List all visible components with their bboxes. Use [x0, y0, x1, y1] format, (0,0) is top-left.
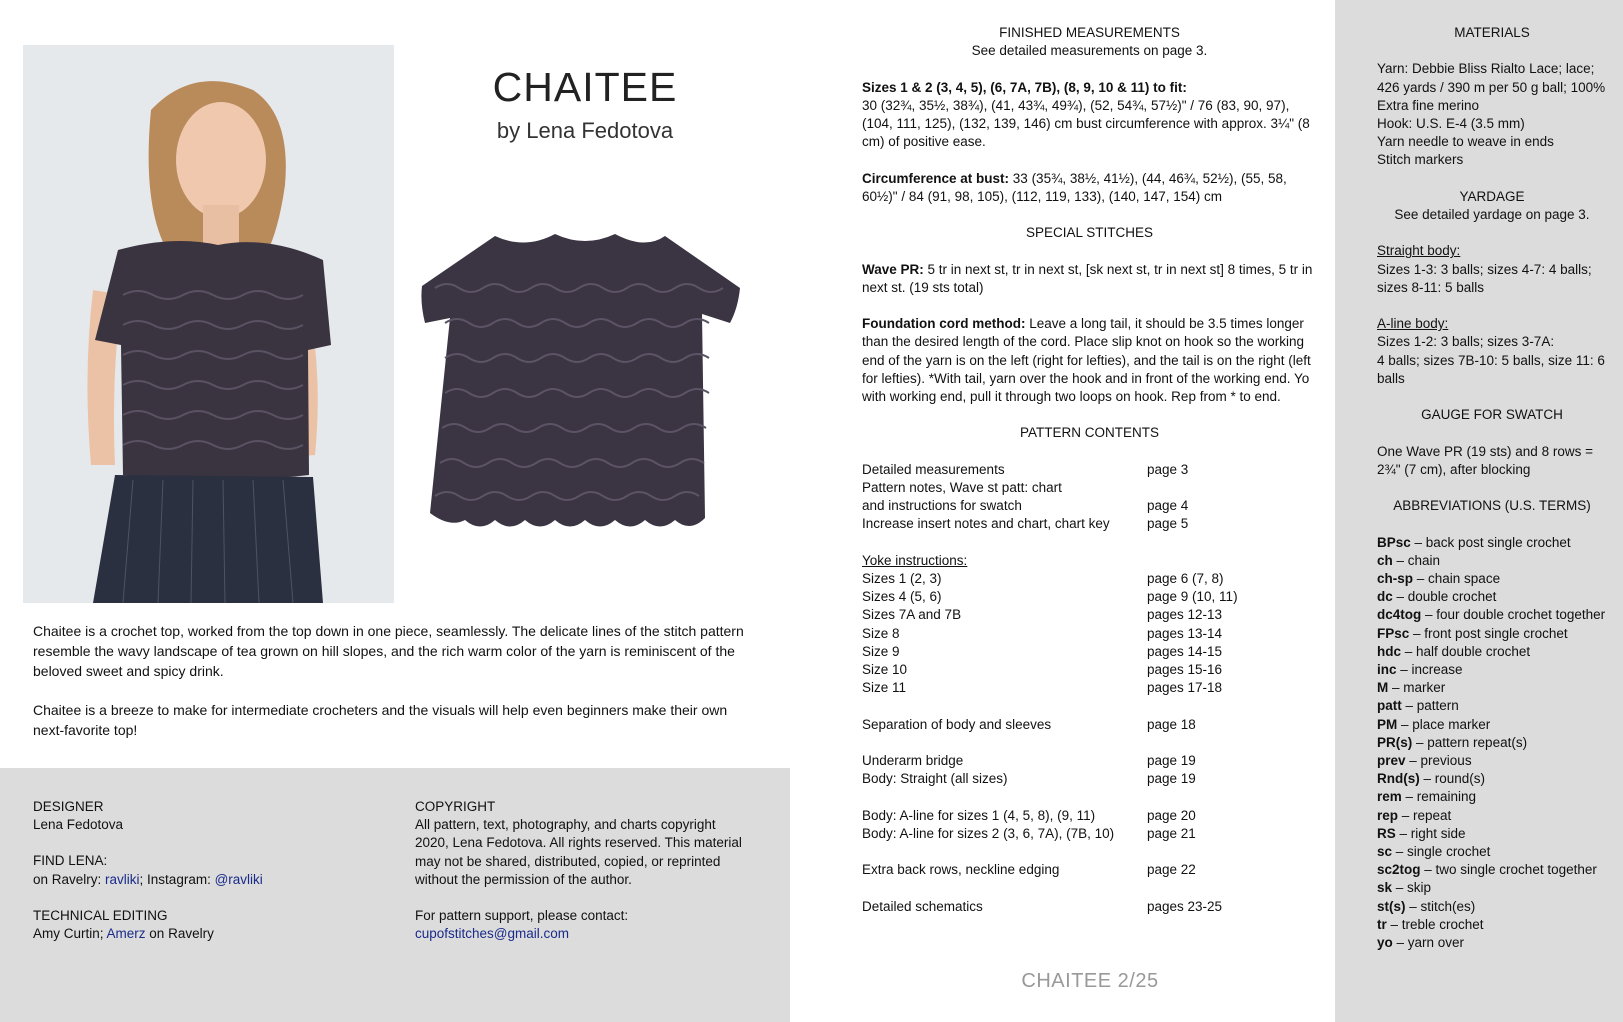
abbreviation-term: RS	[1377, 825, 1396, 841]
foundation-text: Leave a long tail, it should be 3.5 times longer than the desired length of the cord. Place slip knot on hook so the working end of the yarn is on the left (right for lefties), and the tail is on the right (left for lefties). *With tail, yarn over the hook and in front of the working end. Yo with working end, pull it through two loops on hook. Rep from * to end.	[862, 316, 1311, 404]
tech-suffix: on Ravelry	[145, 926, 214, 942]
abbreviation-definition: – repeat	[1398, 807, 1452, 823]
toc-page: page 5	[1147, 516, 1189, 532]
toc-row	[862, 625, 1317, 643]
abbreviation-item	[1377, 934, 1607, 952]
find-heading: FIND LENA:	[33, 853, 108, 869]
toc-page: pages 17-18	[1147, 680, 1223, 696]
circ-label: Circumference at bust:	[862, 170, 1010, 186]
abbreviation-item	[1377, 625, 1607, 643]
toc-label: Extra back rows, neckline edging	[862, 862, 1060, 878]
abbreviation-definition: – marker	[1388, 680, 1446, 696]
toc-row	[862, 752, 1317, 770]
toc-label: Body: A-line for sizes 2 (3, 6, 7A), (7B, 10)	[862, 825, 1115, 841]
abbreviation-item	[1377, 734, 1607, 752]
find-prefix: on Ravelry:	[33, 871, 106, 887]
tech-prefix: Amy Curtin;	[33, 926, 107, 942]
abbreviation-term: M	[1377, 680, 1389, 696]
toc-label: and instructions for swatch	[862, 498, 1022, 514]
abbreviation-item	[1377, 661, 1607, 679]
toc-label: Increase insert notes and chart, chart key	[862, 516, 1110, 532]
toc-page: pages 13-14	[1147, 625, 1223, 641]
abbreviation-item	[1377, 916, 1607, 934]
abbreviation-term: dc4tog	[1377, 607, 1422, 623]
abbreviation-definition: – chain	[1392, 552, 1441, 568]
abbreviation-term: inc	[1377, 661, 1397, 677]
intro-text	[33, 621, 753, 759]
abbreviation-term: Rnd(s)	[1377, 771, 1420, 787]
abbreviation-definition: – place marker	[1397, 716, 1491, 732]
copyright-text: All pattern, text, photography, and charts copyright 2020, Lena Fedotova. All rights reserved. This material may not be shared, distributed, copied, or reprinted without the permission of the author.	[415, 817, 742, 887]
abbreviation-term: PR(s)	[1377, 734, 1413, 750]
designer-name: Lena Fedotova	[33, 817, 124, 833]
straight-text: Sizes 1-3: 3 balls; sizes 4-7: 4 balls; sizes 8-11: 5 balls	[1377, 261, 1592, 295]
abbreviations-list	[1377, 534, 1607, 953]
yardage-heading: YARDAGE	[1459, 188, 1525, 204]
abbreviation-definition: – yarn over	[1392, 935, 1465, 951]
middle-column	[862, 24, 1317, 916]
abbreviation-item	[1377, 697, 1607, 715]
foundation-label: Foundation cord method:	[862, 316, 1026, 332]
abbreviation-term: yo	[1377, 935, 1393, 951]
circ-text: 33 (35¾, 38½, 41½), (44, 46¾, 52½), (55, 58, 60½)" / 84 (91, 98, 105), (112, 119, 133), (140, 147, 154) cm	[862, 170, 1287, 204]
toc-page: page 20	[1147, 807, 1196, 823]
intro-paragraph-1: Chaitee is a crochet top, worked from the top down in one piece, seamlessly. The delicate lines of the stitch pattern resemble the wavy landscape of tea grown on hill slopes, and the rich warm color of the yarn is reminiscent of the beloved sweet and spicy drink.	[33, 623, 744, 679]
abbreviation-term: sk	[1377, 880, 1393, 896]
abbreviation-term: BPsc	[1377, 534, 1411, 550]
toc-row	[862, 807, 1317, 825]
right-column	[1377, 24, 1607, 952]
toc-group-1	[862, 461, 1317, 534]
abbreviation-definition: – round(s)	[1419, 771, 1486, 787]
toc-row	[862, 570, 1317, 588]
garment-photo	[420, 228, 750, 543]
credits-right	[415, 798, 750, 961]
abbreviation-definition: – back post single crochet	[1410, 534, 1571, 550]
toc-group-2	[862, 570, 1317, 697]
designer-byline: by Lena Fedotova	[496, 118, 674, 143]
toc-label: Pattern notes, Wave st patt: chart	[862, 479, 1062, 495]
abbreviation-definition: – chain space	[1413, 570, 1501, 586]
toc-label: Body: Straight (all sizes)	[862, 771, 1008, 787]
materials-heading: MATERIALS	[1454, 25, 1530, 40]
abbreviation-item	[1377, 879, 1607, 897]
toc-row	[862, 770, 1317, 788]
editor-ravelry-link[interactable]: Amerz	[106, 926, 146, 942]
toc-page: pages 12-13	[1147, 607, 1223, 623]
toc-page: pages 23-25	[1147, 898, 1223, 914]
abbreviation-item	[1377, 588, 1607, 606]
credits-left	[33, 798, 373, 961]
toc-label: Separation of body and sleeves	[862, 716, 1052, 732]
finished-heading: FINISHED MEASUREMENTS	[999, 25, 1180, 40]
abbreviation-definition: – remaining	[1401, 789, 1477, 805]
toc-row	[862, 461, 1317, 479]
toc-label: Detailed measurements	[862, 461, 1005, 477]
yardage-sub: See detailed yardage on page 3.	[1394, 207, 1590, 222]
abbreviation-item	[1377, 752, 1607, 770]
abbreviation-term: rem	[1377, 789, 1402, 805]
abbreviation-definition: – skip	[1392, 880, 1432, 896]
abbreviation-item	[1377, 770, 1607, 788]
sizes-text: 30 (32¾, 35½, 38¾), (41, 43¾, 49¾), (52, 54¾, 57½)" / 76 (83, 90, 97), (104, 111, 125), (132, 139, 146) cm bust circumference with approx. 3¼" (8 cm) of positive ease.	[862, 97, 1310, 150]
abbreviation-definition: – front post single crochet	[1409, 625, 1568, 641]
toc-row	[862, 679, 1317, 697]
abbreviation-item	[1377, 643, 1607, 661]
copyright-heading: COPYRIGHT	[415, 799, 496, 814]
materials-yarn: Yarn: Debbie Bliss Rialto Lace; lace; 426 yards / 390 m per 50 g ball; 100% Extra fine merino	[1377, 61, 1606, 113]
gauge-text: One Wave PR (19 sts) and 8 rows = 2¾" (7 cm), after blocking	[1377, 443, 1593, 477]
toc-page: pages 14-15	[1147, 643, 1223, 659]
instagram-link[interactable]: @ravliki	[214, 871, 263, 887]
abbreviation-item	[1377, 570, 1607, 588]
abbreviation-definition: – double crochet	[1392, 589, 1497, 605]
toc-label: Size 8	[862, 625, 900, 641]
aline-heading: A-line body:	[1377, 316, 1449, 332]
abbreviation-term: PM	[1377, 716, 1398, 732]
toc-label: Size 10	[862, 661, 908, 677]
model-photo	[23, 45, 394, 603]
abbreviation-item	[1377, 679, 1607, 697]
aline-text-1: Sizes 1-2: 3 balls; sizes 3-7A:	[1377, 334, 1555, 350]
abbreviation-definition: – half double crochet	[1401, 643, 1531, 659]
abbreviation-item	[1377, 843, 1607, 861]
straight-heading: Straight body:	[1377, 243, 1461, 259]
tech-heading: TECHNICAL EDITING	[33, 907, 168, 923]
designer-heading: DESIGNER	[33, 799, 104, 814]
abbreviation-definition: – increase	[1396, 661, 1463, 677]
special-heading: SPECIAL STITCHES	[1025, 225, 1154, 241]
abbreviation-term: st(s)	[1377, 898, 1406, 914]
abbreviation-term: sc2tog	[1377, 862, 1421, 878]
abbreviation-term: dc	[1377, 589, 1393, 605]
abbreviation-item	[1377, 788, 1607, 806]
finished-sub: See detailed measurements on page 3.	[971, 43, 1208, 59]
abbreviation-definition: – treble crochet	[1386, 916, 1484, 932]
sizes-label: Sizes 1 & 2 (3, 4, 5), (6, 7A, 7B), (8, 9, 10 & 11) to fit:	[862, 79, 1187, 95]
toc-label: Sizes 1 (2, 3)	[862, 570, 942, 586]
abbreviation-term: sc	[1377, 844, 1393, 860]
abbreviation-term: FPsc	[1377, 625, 1410, 641]
abbreviation-item	[1377, 552, 1607, 570]
abbreviation-item	[1377, 716, 1607, 734]
toc-row	[862, 643, 1317, 661]
materials-hook: Hook: U.S. E-4 (3.5 mm)	[1377, 116, 1525, 131]
toc-label: Sizes 7A and 7B	[862, 607, 962, 623]
toc-row	[862, 825, 1317, 843]
toc-row	[862, 716, 1317, 734]
gauge-heading: GAUGE FOR SWATCH	[1421, 407, 1563, 423]
toc-page: page 18	[1147, 716, 1196, 732]
abbreviation-item	[1377, 861, 1607, 879]
toc-page: page 9 (10, 11)	[1147, 589, 1238, 605]
page-number: CHAITEE 2/25	[1021, 970, 1159, 992]
toc-page: page 4	[1147, 498, 1189, 514]
abbreviation-term: ch-sp	[1377, 570, 1414, 586]
abbreviation-term: patt	[1377, 698, 1402, 714]
abbreviation-term: tr	[1377, 916, 1387, 932]
abbreviation-definition: – pattern	[1401, 698, 1459, 714]
toc-row	[862, 515, 1317, 533]
toc-page: page 22	[1147, 862, 1196, 878]
toc-label: Body: A-line for sizes 1 (4, 5, 8), (9, 11)	[862, 807, 1096, 823]
toc-label: Underarm bridge	[862, 752, 964, 768]
abbreviation-definition: – two single crochet together	[1420, 862, 1597, 878]
toc-row	[862, 497, 1317, 515]
toc-page: pages 15-16	[1147, 661, 1223, 677]
aline-text-2: 4 balls; sizes 7B-10: 5 balls, size 11: 6 balls	[1377, 352, 1605, 386]
wave-text: 5 tr in next st, tr in next st, [sk next st, tr in next st] 8 times, 5 tr in next st. (19 sts total)	[862, 261, 1313, 295]
abbreviation-item	[1377, 606, 1607, 624]
abbreviation-definition: – previous	[1405, 753, 1472, 768]
abbreviation-definition: – four double crochet together	[1421, 607, 1606, 623]
toc-page: page 3	[1147, 461, 1189, 477]
support-text: For pattern support, please contact:	[415, 908, 629, 924]
toc-label: Detailed schematics	[862, 898, 983, 914]
abbreviation-term: ch	[1377, 552, 1393, 568]
toc-row	[862, 588, 1317, 606]
abbreviation-term: rep	[1377, 807, 1399, 823]
abbreviation-item	[1377, 534, 1607, 552]
wave-label: Wave PR:	[862, 261, 924, 277]
abbreviation-definition: – pattern repeat(s)	[1412, 734, 1528, 750]
toc-row	[862, 861, 1317, 879]
toc-page: page 19	[1147, 771, 1196, 787]
find-mid: ; Instagram:	[139, 871, 215, 887]
materials-markers: Stitch markers	[1377, 152, 1464, 168]
toc-page: page 6 (7, 8)	[1147, 570, 1224, 586]
yoke-heading: Yoke instructions:	[862, 552, 968, 568]
toc-label: Size 11	[862, 680, 907, 696]
abbreviation-definition: – single crochet	[1392, 844, 1491, 860]
abbreviation-term: hdc	[1377, 643, 1402, 659]
abbreviation-item	[1377, 807, 1607, 825]
abbreviation-definition: – stitch(es)	[1405, 898, 1476, 914]
abbreviation-definition: – right side	[1395, 825, 1466, 841]
toc-row	[862, 898, 1317, 916]
toc-page: page 19	[1147, 752, 1196, 768]
toc-row	[862, 661, 1317, 679]
abbreviation-item	[1377, 898, 1607, 916]
abbreviations-heading: ABBREVIATIONS (U.S. TERMS)	[1393, 498, 1591, 514]
support-email-link[interactable]: cupofstitches@gmail.com	[415, 926, 570, 942]
toc-row	[862, 479, 1317, 497]
toc-label: Sizes 4 (5, 6)	[862, 589, 942, 605]
materials-needle: Yarn needle to weave in ends	[1377, 134, 1554, 150]
toc-row	[862, 606, 1317, 624]
ravelry-link[interactable]: ravliki	[105, 871, 140, 887]
pattern-title: CHAITEE	[492, 64, 678, 110]
intro-paragraph-2: Chaitee is a breeze to make for intermediate crocheters and the visuals will help even beginners make their own next-favorite top!	[33, 702, 728, 738]
abbreviation-term: prev	[1377, 753, 1406, 768]
toc-label: Size 9	[862, 643, 900, 659]
toc-page: page 21	[1147, 825, 1196, 841]
abbreviation-item	[1377, 825, 1607, 843]
contents-heading: PATTERN CONTENTS	[1019, 425, 1159, 441]
